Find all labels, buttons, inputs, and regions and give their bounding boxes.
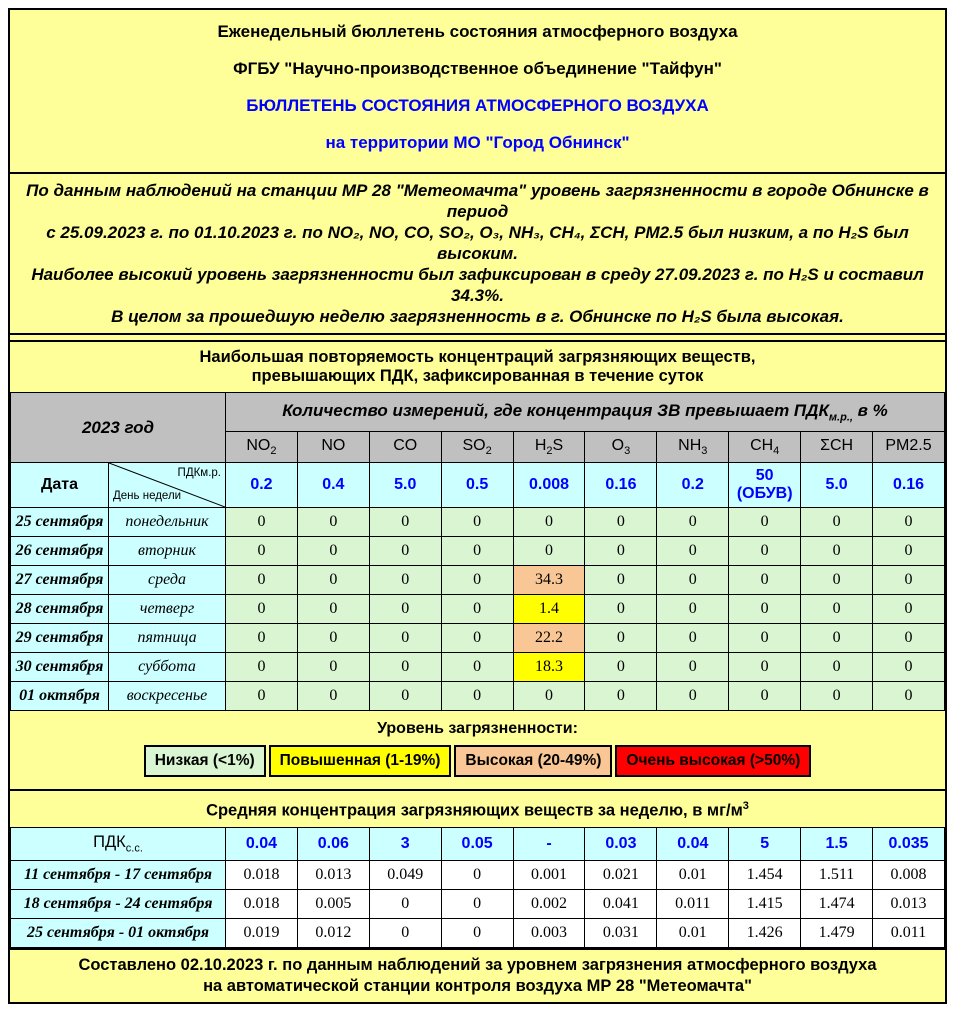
value-cell: 34.3 <box>513 566 585 595</box>
column-header-pm25: PM2.5 <box>873 432 945 463</box>
exceedance-section-title <box>10 342 945 392</box>
value-cell: 0 <box>441 653 513 682</box>
pollution-level-legend <box>10 711 945 791</box>
value-cell: 0 <box>801 682 873 711</box>
day-cell: суббота <box>109 653 226 682</box>
summary-paragraph <box>10 174 945 335</box>
value-cell: 0 <box>441 537 513 566</box>
avg-value-cell: 0.021 <box>585 860 657 889</box>
pdk-ss-value: 5 <box>729 827 801 860</box>
day-cell: понедельник <box>109 508 226 537</box>
summary-line-3: Наиболее высокий уровень загрязненности был зафиксирован в среду 27.09.2023 г. по H₂S и составил 34.3%. <box>31 265 924 305</box>
footer-line-1: Составлено 02.10.2023 г. по данным наблюдений за уровнем загрязнения атмосферного воздуха <box>78 955 877 974</box>
summary-line-4: В целом за прошедшую неделю загрязненность в г. Обнинске по H₂S была высокая. <box>111 307 844 326</box>
pdk-mr-value: 0.2 <box>657 463 729 508</box>
table-row <box>11 566 945 595</box>
pdk-ss-value: - <box>513 827 585 860</box>
avg-value-cell: 0.002 <box>513 889 585 918</box>
weekly-average-section-title: Средняя концентрация загрязняющих веществ за неделю, в $мг/м^3$ <box>206 800 749 820</box>
header-line-1: Еженедельный бюллетень состояния атмосферного воздуха <box>217 22 738 41</box>
value-cell: 0 <box>226 653 298 682</box>
value-cell: 0 <box>657 595 729 624</box>
avg-value-cell: 0 <box>441 860 513 889</box>
value-cell: 0 <box>801 537 873 566</box>
value-cell: 0 <box>226 508 298 537</box>
avg-value-cell: 0 <box>441 918 513 947</box>
day-cell: среда <box>109 566 226 595</box>
value-cell: 0 <box>513 682 585 711</box>
avg-value-cell: 1.511 <box>801 860 873 889</box>
avg-value-cell: 0.019 <box>226 918 298 947</box>
column-header-o3: $O_3$ <box>585 432 657 463</box>
column-header-sch: ΣCH <box>801 432 873 463</box>
date-label: Дата <box>11 463 109 508</box>
pdk-mr-value: 0.4 <box>297 463 369 508</box>
column-header-no2: $NO_2$ <box>226 432 298 463</box>
column-header-co: CO <box>369 432 441 463</box>
avg-value-cell: 1.415 <box>729 889 801 918</box>
day-cell: вторник <box>109 537 226 566</box>
date-cell: 25 сентября <box>11 508 109 537</box>
legend-title: Уровень загрязненности: <box>377 720 578 737</box>
value-cell: 0 <box>657 682 729 711</box>
value-cell: 0 <box>801 508 873 537</box>
diagonal-header <box>109 463 226 508</box>
avg-value-cell: 0.049 <box>369 860 441 889</box>
value-cell: 0 <box>369 624 441 653</box>
value-cell: 0 <box>729 566 801 595</box>
value-cell: 0 <box>729 624 801 653</box>
date-cell: 29 сентября <box>11 624 109 653</box>
avg-value-cell: 0.013 <box>873 889 945 918</box>
legend-item-very-high: Очень высокая (>50%) <box>615 745 811 777</box>
summary-line-1: По данным наблюдений на станции МР 28 "Метеомачта" уровень загрязненности в городе Обнинске в период <box>26 181 929 221</box>
pdk-ss-value: 0.035 <box>873 827 945 860</box>
value-cell: 0 <box>585 508 657 537</box>
table-row <box>11 537 945 566</box>
pdk-ss-value: 0.05 <box>441 827 513 860</box>
value-cell: 0 <box>441 508 513 537</box>
value-cell: 0 <box>226 682 298 711</box>
legend-row <box>10 745 945 777</box>
section-divider <box>10 335 945 342</box>
value-cell: 0 <box>297 566 369 595</box>
bulletin-subtitle: на территории МО "Город Обнинск" <box>325 133 630 152</box>
date-cell: 30 сентября <box>11 653 109 682</box>
value-cell: 0 <box>729 682 801 711</box>
value-cell: 0 <box>657 653 729 682</box>
value-cell: 0 <box>657 624 729 653</box>
period-cell: 11 сентября - 17 сентября <box>11 860 226 889</box>
value-cell: 0 <box>226 566 298 595</box>
table-row <box>11 889 945 918</box>
legend-item-high: Высокая (20-49%) <box>454 745 612 777</box>
date-cell: 26 сентября <box>11 537 109 566</box>
value-cell: 0 <box>226 595 298 624</box>
value-cell: 0 <box>729 537 801 566</box>
pdk-ss-value: 0.06 <box>297 827 369 860</box>
pdk-ss-value: 1.5 <box>801 827 873 860</box>
pdk-mr-label: ПДКм.р. <box>177 467 221 479</box>
table-row <box>11 918 945 947</box>
value-cell: 0 <box>297 682 369 711</box>
value-cell: 0 <box>297 508 369 537</box>
date-cell: 28 сентября <box>11 595 109 624</box>
bulletin-footer <box>10 948 945 1002</box>
pdk-ss-value: 3 <box>369 827 441 860</box>
exceedance-title-line-1: Наибольшая повторяемость концентраций загрязняющих веществ, <box>199 348 756 366</box>
legend-item-elevated: Повышенная (1-19%) <box>269 745 452 777</box>
value-cell: 0 <box>657 566 729 595</box>
value-cell: 0 <box>801 653 873 682</box>
footer-line-2: на автоматической станции контроля воздуха МР 28 "Метеомачта" <box>203 976 752 995</box>
day-cell: пятница <box>109 624 226 653</box>
avg-value-cell: 0.031 <box>585 918 657 947</box>
avg-value-cell: 0.018 <box>226 889 298 918</box>
value-cell: 0 <box>585 566 657 595</box>
avg-value-cell: 0.008 <box>873 860 945 889</box>
date-cell: 27 сентября <box>11 566 109 595</box>
pdk-ss-value: 0.04 <box>657 827 729 860</box>
weekly-average-table <box>10 827 945 948</box>
column-header-nh3: $NH_3$ <box>657 432 729 463</box>
value-cell: 0 <box>297 624 369 653</box>
exceedance-title-line-2: превышающих ПДК, зафиксированная в течение суток <box>251 367 704 385</box>
avg-value-cell: 0.005 <box>297 889 369 918</box>
date-cell: 01 октября <box>11 682 109 711</box>
value-cell: 0 <box>369 566 441 595</box>
value-cell: 0 <box>226 537 298 566</box>
column-header-ch4: $CH_4$ <box>729 432 801 463</box>
value-cell: 0 <box>585 653 657 682</box>
period-cell: 18 сентября - 24 сентября <box>11 889 226 918</box>
value-cell: 0 <box>441 566 513 595</box>
value-cell: 22.2 <box>513 624 585 653</box>
column-header-no: NO <box>297 432 369 463</box>
avg-value-cell: 1.479 <box>801 918 873 947</box>
value-cell: 0 <box>801 595 873 624</box>
summary-line-2: с 25.09.2023 г. по 01.10.2023 г. по NO₂, NO, CO, SO₂, O₃, NH₃, CH₄, ΣCH, PM2.5 был низким, а по H₂S был высоким. <box>46 223 909 263</box>
avg-value-cell: 0.012 <box>297 918 369 947</box>
pdk-mr-value: 0.16 <box>585 463 657 508</box>
measurements-header: Количество измерений, где концентрация ЗВ превышает $ПДК_{м.р.,}$ в % <box>226 393 945 432</box>
column-header-so2: $SO_2$ <box>441 432 513 463</box>
value-cell: 0 <box>297 653 369 682</box>
value-cell: 0 <box>873 595 945 624</box>
pdk-mr-value: 5.0 <box>369 463 441 508</box>
pdk-ss-value: 0.03 <box>585 827 657 860</box>
avg-value-cell: 0.01 <box>657 918 729 947</box>
value-cell: 0 <box>585 537 657 566</box>
exceedance-table <box>10 392 945 711</box>
value-cell: 0 <box>873 624 945 653</box>
table-row <box>11 860 945 889</box>
avg-value-cell: 0 <box>441 889 513 918</box>
value-cell: 0 <box>585 682 657 711</box>
value-cell: 0 <box>297 537 369 566</box>
value-cell: 0 <box>513 537 585 566</box>
legend-item-low: Низкая (<1%) <box>144 745 266 777</box>
value-cell: 0 <box>873 537 945 566</box>
value-cell: 0 <box>585 624 657 653</box>
value-cell: 0 <box>873 682 945 711</box>
avg-value-cell: 0.041 <box>585 889 657 918</box>
value-cell: 0 <box>657 508 729 537</box>
value-cell: 0 <box>226 624 298 653</box>
year-label: 2023 год <box>11 393 226 463</box>
value-cell: 0 <box>873 508 945 537</box>
avg-value-cell: 0.018 <box>226 860 298 889</box>
table-row <box>11 508 945 537</box>
value-cell: 0 <box>441 624 513 653</box>
avg-value-cell: 0.003 <box>513 918 585 947</box>
value-cell: 0 <box>297 595 369 624</box>
value-cell: 0 <box>801 624 873 653</box>
avg-value-cell: 0 <box>369 918 441 947</box>
value-cell: 0 <box>441 682 513 711</box>
avg-value-cell: 0.011 <box>873 918 945 947</box>
avg-value-cell: 1.426 <box>729 918 801 947</box>
value-cell: 0 <box>873 566 945 595</box>
pdk-mr-value: 0.008 <box>513 463 585 508</box>
pdk-mr-value: 0.16 <box>873 463 945 508</box>
pdk-mr-value: 5.0 <box>801 463 873 508</box>
value-cell: 0 <box>729 508 801 537</box>
day-cell: воскресенье <box>109 682 226 711</box>
avg-value-cell: 0.011 <box>657 889 729 918</box>
value-cell: 0 <box>369 508 441 537</box>
pdk-mr-value: 0.2 <box>226 463 298 508</box>
avg-value-cell: 1.454 <box>729 860 801 889</box>
value-cell: 18.3 <box>513 653 585 682</box>
value-cell: 0 <box>513 508 585 537</box>
table-row <box>11 595 945 624</box>
period-cell: 25 сентября - 01 октября <box>11 918 226 947</box>
table-row <box>11 682 945 711</box>
value-cell: 0 <box>369 653 441 682</box>
value-cell: 1.4 <box>513 595 585 624</box>
pdk-ss-value: 0.04 <box>226 827 298 860</box>
column-header-h2s: $H_2S$ <box>513 432 585 463</box>
avg-value-cell: 0 <box>369 889 441 918</box>
value-cell: 0 <box>729 653 801 682</box>
value-cell: 0 <box>729 595 801 624</box>
value-cell: 0 <box>873 653 945 682</box>
pdk-ss-label: $ПДК_{с.с.}$ <box>11 827 226 860</box>
table-row <box>11 653 945 682</box>
bulletin-page <box>8 8 947 1004</box>
avg-value-cell: 0.013 <box>297 860 369 889</box>
value-cell: 0 <box>657 537 729 566</box>
value-cell: 0 <box>369 682 441 711</box>
value-cell: 0 <box>801 566 873 595</box>
day-of-week-label: День недели <box>113 490 182 502</box>
table-row <box>11 624 945 653</box>
value-cell: 0 <box>441 595 513 624</box>
bulletin-title: БЮЛЛЕТЕНЬ СОСТОЯНИЯ АТМОСФЕРНОГО ВОЗДУХА <box>246 96 709 115</box>
avg-value-cell: 1.474 <box>801 889 873 918</box>
pdk-mr-value: 0.5 <box>441 463 513 508</box>
day-cell: четверг <box>109 595 226 624</box>
value-cell: 0 <box>369 537 441 566</box>
value-cell: 0 <box>369 595 441 624</box>
value-cell: 0 <box>585 595 657 624</box>
avg-value-cell: 0.01 <box>657 860 729 889</box>
header-line-2: ФГБУ "Научно-производственное объединение "Тайфун" <box>233 59 722 78</box>
avg-value-cell: 0.001 <box>513 860 585 889</box>
pdk-mr-value: 50 (ОБУВ) <box>729 463 801 508</box>
bulletin-header <box>10 10 945 174</box>
